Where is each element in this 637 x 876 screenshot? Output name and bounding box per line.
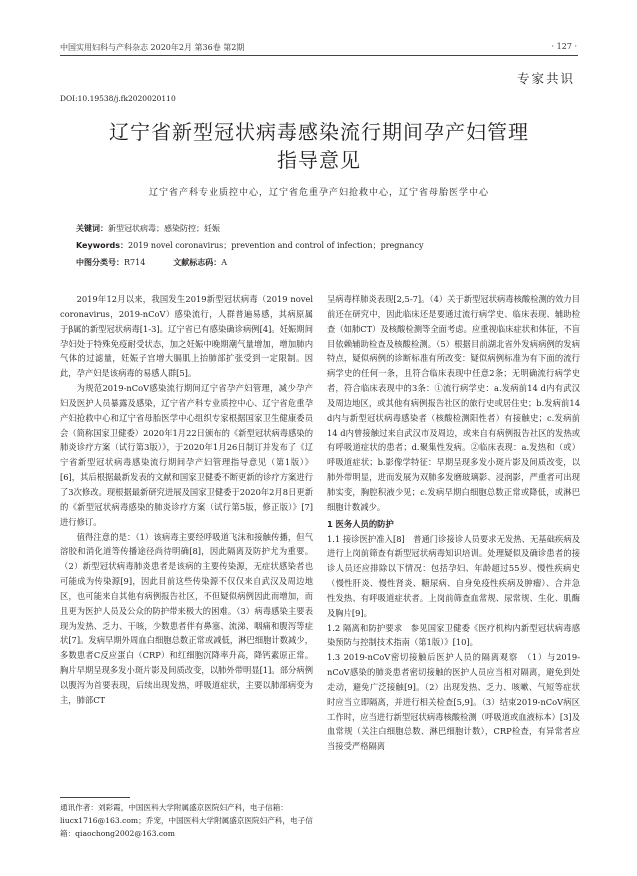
left-column (60, 292, 313, 708)
corresponding-author-footnote: 通讯作者：刘彩霞，中国医科大学附属盛京医院妇产科，电子信箱：liucx1716@163.com；乔宠，中国医科大学附属盛京医院妇产科，电子信箱：qiaochong2002@163.com (60, 803, 313, 838)
doc-code: A (221, 258, 228, 267)
keywords-zh (76, 222, 220, 235)
keywords-zh-label: 关键词： (76, 224, 108, 233)
paragraph-notes: 值得注意的是：（1）该病毒主要经呼吸道飞沫和接触传播，但气溶胶和消化道等传播途径尚待明确[8]，因此隔离及防护尤为重要。（2）新型冠状病毒肺炎患者是该病的主要传染源，无症状感染者也可能成为传染源[9]，因此目前这些传染源不仅仅来自武汉及周边地区，也可能来自其他有病例报告社区，不但疑似病例因此而增加，而且更为医护人员及公众的防护带来极大的困难。（3）病毒感染主要表现为发热、乏力、干咳，少数患者伴有鼻塞、流涕、咽痛和腹泻等症状[7]。发病早期外周血白细胞总数正常或减低，淋巴细胞计数减少，多数患者C反应蛋白（CRP）和红细胞沉降率升高，降钙素原正常。胸片早期呈现多发小斑片影及间质改变，以肺外带明显[1]。部分病例以腹泻为首要表现，后续出现发热，呼吸道症状，主要以肺部病变为主，肺部CT (60, 531, 313, 705)
subsection-1-3: 1.3 2019-nCoV密切接触后医护人员的隔离观察 （1）与2019-nCoV感染的肺炎患者密切接触的医护人员应当相对隔离，避免到处走动，避免广泛接触[9]。（2）出现发热、乏力、咳嗽、气短等症状时应当立即隔离，并进行相关检查[5,9]。（3）结束2019-nCoV病区工作时，应当进行新型冠状病毒核酸检测（呼吸道或血液标本）[3]及血常规（关注白细胞总数、淋巴细胞计数），CRP检查，有异常者应当接受严格隔离 (327, 652, 580, 752)
keywords-en-text: 2019 novel coronavirus；prevention and control of infection；pregnancy (128, 241, 424, 250)
subsection-1-2: 1.2 隔离和防护要求 参见国家卫健委《医疗机构内新型冠状病毒感染预防与控制技术指南（第1版）》[10]。 (327, 622, 580, 648)
paragraph-continued: 呈病毒样肺炎表现[2,5-7]。（4）关于新型冠状病毒核酸检测的效力目前还在研究中，因此临床还是要通过流行病学史、临床表现、辅助检查（如肺CT）及核酸检测等全面考虑。应重视临床症状和体征，不盲目依赖辅助检查及核酸检测。（5）根据目前湖北省外发病病例的发病特点，疑似病例的诊断标准有所改变：疑似病例标准为有下面的流行病学史的任何一条，且符合临床表现中任意2条；无明确流行病学史者，符合临床表现中的3条：①流行病学史：a.发病前14 d内有武汉及周边地区，或其他有病例报告社区的旅行史或居住史；b.发病前14 d内与新型冠状病毒感染者（核酸检测阳性者）有接触史；c.发病前14 d内曾接触过来自武汉市及周边，或来自有病例报告社区的发热或有呼吸道症状的患者；d.聚集性发病。②临床表现：a.发热和（或）呼吸道症状；b.影像学特征：早期呈现多发小斑片影及间质改变，以肺外带明显，进而发展为双肺多发磨玻璃影、浸润影，严重者可出现肺实变，胸腔积液少见；c.发病早期白细胞总数正常或降低，或淋巴细胞计数减少。 (327, 294, 580, 512)
subsection-1-1: 1.1 接诊医护准入[8] 普通门诊接诊人员要求无发热、无基础疾病及进行上岗前筛查有新型冠状病毒知识培训。处理疑似及确诊患者的接诊人员还应排除以下情况：包括孕妇、年龄超过55岁、慢性疾病史（慢性肝炎、慢性肾炎、糖尿病、自身免疫性疾病及肿瘤）、合并急性发热、有呼吸道症状者。上岗前筛查血常规、尿常规、生化、肌酶及胸片[9]。 (327, 533, 580, 618)
paragraph-intro: 2019年12月以来，我国发生2019新型冠状病毒（2019 novel coronavirus，2019-nCoV）感染流行，人群普遍易感，其病原属于β属的新型冠状病毒[1-3]。辽宁省已有感染确诊病例[4]。妊娠期间孕妇处于特殊免疫耐受状态，加之妊娠中晚期潮气量增加，增加肺内气体的过滤量，妊娠子宫增大膈肌上抬肺部扩张受到一定限制。因此，孕产妇是该病毒的易感人群[5]。 (60, 294, 313, 379)
title-line-1: 辽宁省新型冠状病毒感染流行期间孕产妇管理 (109, 120, 529, 144)
keywords-zh-text: 新型冠状病毒；感染防控；妊娠 (108, 224, 220, 233)
footnote-rule (60, 797, 130, 798)
authors: 辽宁省产科专业质控中心，辽宁省危重孕产妇抢救中心，辽宁省母胎医学中心 (148, 188, 489, 198)
clc-label: 中图分类号： (76, 258, 124, 267)
page-number: · 127 · (551, 42, 577, 51)
keywords-en (76, 239, 423, 252)
right-column (327, 292, 580, 754)
section-heading-1: 1 医务人员的防护 (327, 518, 394, 529)
doc-code-label: 文献标志码： (173, 258, 222, 267)
clc-code: R714 (124, 258, 146, 267)
doi: DOI:10.19538/j.fk2020020110 (60, 94, 176, 103)
journal-header: 中国实用妇科与产科杂志 2020年2月 第36卷 第2期 (60, 43, 245, 52)
classification (76, 256, 227, 269)
header-rule (60, 55, 578, 56)
keywords-en-label: Keywords： (76, 241, 129, 250)
section-label: 专家共识 (516, 71, 575, 86)
title-line-2: 指导意见 (277, 148, 361, 172)
paragraph-purpose: 为规范2019-nCoV感染流行期间辽宁省孕产妇管理，减少孕产妇及医护人员暴露及感染，辽宁省产科专业质控中心、辽宁省危重孕产妇抢救中心和辽宁省母胎医学中心组织专家根据国家卫生健康委员会（简称国家卫健委）2020年1月22日颁布的《新型冠状病毒感染的肺炎诊疗方案（试行第3版）》，于2020年1月26日制订并发布了《辽宁省新型冠状病毒感染流行期间孕产妇管理指导意见（第1版）》[6]，其后根据最新发表的文献和国家卫健委不断更新的诊疗方案进行了3次修改。现根据最新研究进展及国家卫健委于2020年2月8日更新的《新型冠状病毒感染的肺炎诊疗方案（试行第5版，修正版）》[7]进行修订。 (60, 383, 313, 527)
